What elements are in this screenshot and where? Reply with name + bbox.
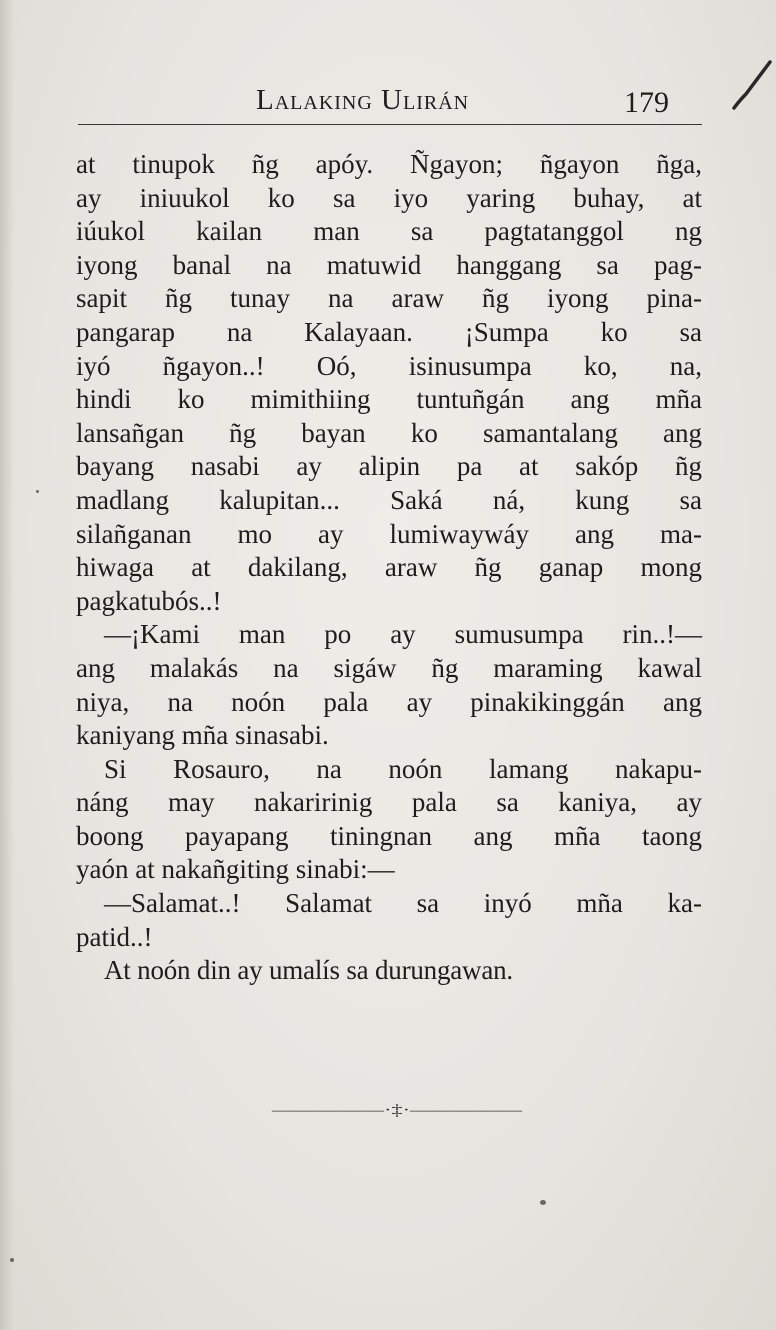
text-line: yaón at nakañgiting sinabi:— bbox=[76, 854, 395, 885]
paper-speck bbox=[36, 490, 39, 493]
text-line: pangarap na Kalayaan. ¡Sumpa ko sa bbox=[76, 316, 702, 347]
page-gutter-shadow bbox=[0, 0, 14, 1330]
text-line: kaniyang mña sinasabi. bbox=[76, 720, 329, 751]
paper-speck bbox=[10, 1258, 14, 1262]
end-ornament bbox=[266, 1100, 528, 1120]
text-line: —¡Kami man po ay sumusumpa rin..!— bbox=[104, 619, 702, 650]
text-line: lansañgan ñg bayan ko samantalang ang bbox=[76, 417, 702, 448]
text-line: pagkatubós..! bbox=[76, 585, 222, 616]
running-title: Lalaking Ulirán bbox=[256, 84, 470, 116]
text-line: —Salamat..! Salamat sa inyó mña ka- bbox=[104, 888, 702, 919]
pencil-check-mark bbox=[726, 56, 776, 116]
header-rule bbox=[78, 124, 702, 125]
text-line: at tinupok ñg apóy. Ñgayon; ñgayon ñga, bbox=[76, 149, 702, 179]
text-line: Si Rosauro, na noón lamang nakapu- bbox=[104, 753, 702, 784]
text-line: bayang nasabi ay alipin pa at sakóp ñg bbox=[76, 451, 702, 482]
text-line: silañganan mo ay lumiwaywáy ang ma- bbox=[76, 518, 702, 549]
running-head bbox=[78, 80, 702, 124]
text-line: ang malakás na sigáw ñg maraming kawal bbox=[76, 652, 702, 683]
text-line: iyong banal na matuwid hanggang sa pag- bbox=[76, 249, 702, 280]
text-line: sapit ñg tunay na araw ñg iyong pina- bbox=[76, 283, 702, 314]
body-text bbox=[76, 148, 702, 988]
paper-speck bbox=[540, 1200, 546, 1205]
ornament-glyph: —————·‡·————— bbox=[270, 1102, 524, 1119]
text-line: hindi ko mimithiing tuntuñgán ang mña bbox=[76, 384, 702, 415]
text-line: At noón din ay umalís sa durungawan. bbox=[104, 955, 513, 986]
text-line: iyó ñgayon..! Oó, isinusumpa ko, na, bbox=[76, 350, 702, 381]
text-line: iúukol kailan man sa pagtatanggol ng bbox=[76, 216, 702, 247]
text-line: hiwaga at dakilang, araw ñg ganap mong bbox=[76, 552, 702, 583]
text-line: boong payapang tiningnan ang mña taong bbox=[76, 820, 702, 851]
text-line: ay iniuukol ko sa iyo yaring buhay, at bbox=[76, 182, 702, 213]
page-number: 179 bbox=[624, 86, 669, 119]
text-line: náng may nakaririnig pala sa kaniya, ay bbox=[76, 787, 702, 818]
text-line: patid..! bbox=[76, 921, 153, 952]
text-line: niya, na noón pala ay pinakikinggán ang bbox=[76, 686, 702, 717]
text-line: madlang kalupitan... Saká ná, kung sa bbox=[76, 484, 702, 515]
